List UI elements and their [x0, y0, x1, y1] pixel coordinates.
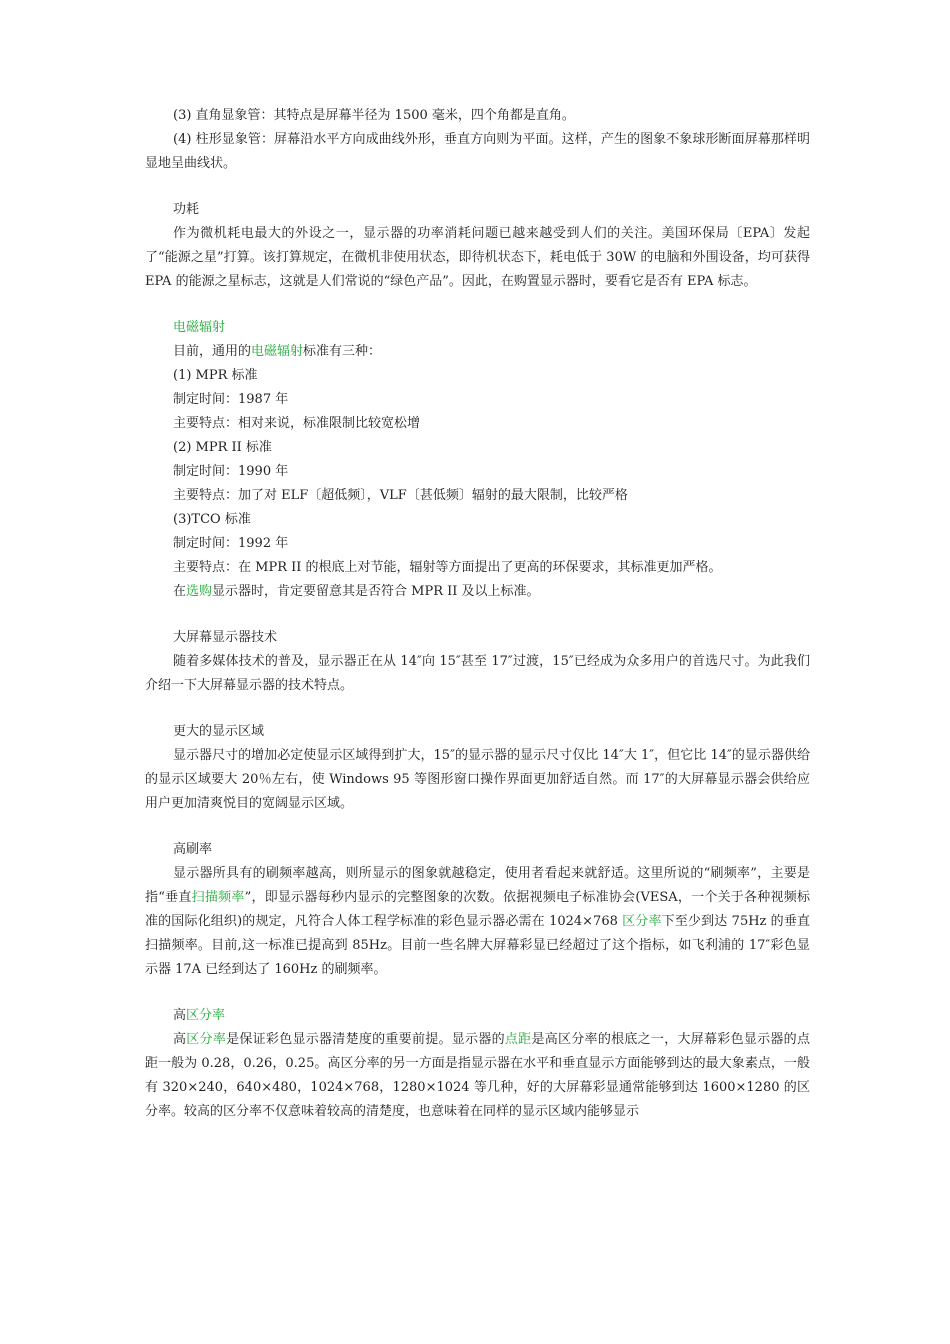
dot-pitch-link[interactable]: 点距: [504, 1032, 532, 1047]
emr-line: 主要特点：在 MPR II 的根底上对节能，辐射等方面提出了更高的环保要求，其标准更加严格。: [173, 560, 722, 575]
refresh-paragraph: 显示器所具有的刷频率越高，则所显示的图象就越稳定，使用者看起来就舒适。这里所说的“刷频率”，主要是指“垂直扫描频率”，即显示器每秒内显示的完整图象的次数。依据视频电子标准协会(VESA，一个关于各种视频标准的国际化组织)的规定，凡符合人体工程学标准的彩色显示器必需在 1024×768 区分率下至少到达 75Hz 的垂直扫描频率。目前,这一标准已提高到 85Hz。目前一些名牌大屏幕彩显已经超过了这个指标，如飞利浦的 17″彩色显示器 17A 已经到达了 160Hz 的刷频率。: [145, 866, 810, 977]
emr-line: (3)TCO 标准: [173, 512, 251, 527]
emr-line: (2) MPR II 标准: [173, 440, 272, 455]
emr-final: 在选购显示器时，肯定要留意其是否符合 MPR II 及以上标准。: [173, 584, 540, 599]
heading-large-screen: 大屏幕显示器技术: [173, 630, 278, 645]
emr-line: 主要特点：加了对 ELF〔超低频〕，VLF〔甚低频〕辐射的最大限制，比较严格: [173, 488, 628, 503]
heading-refresh: 高刷率: [173, 842, 213, 857]
emr-line: 制定时间：1992 年: [173, 536, 289, 551]
emr-intro: 目前，通用的电磁辐射标准有三种：: [173, 344, 382, 359]
heading-display-area: 更大的显示区域: [173, 724, 265, 739]
crt-item-4: (4) 柱形显象管：屏幕沿水平方向成曲线外形，垂直方向则为平面。这样，产生的图象不象球形断面屏幕那样明显地呈曲线状。: [145, 132, 810, 171]
large-screen-paragraph: 随着多媒体技术的普及，显示器正在从 14″向 15″甚至 17″过渡，15″已经成为众多用户的首选尺寸。为此我们介绍一下大屏幕显示器的技术特点。: [145, 654, 810, 693]
resolution-paragraph: 高区分率是保证彩色显示器清楚度的重要前提。显示器的点距是高区分率的根底之一，大屏幕彩色显示器的点距一般为 0.28，0.26，0.25。高区分率的另一方面是指显示器在水平和垂直显示方面能够到达的最大象素点，一般有 320×240，640×480，1024×768，1280×1024 等几种，好的大屏幕彩显通常能够到达 1600×1280 的区分率。较高的区分率不仅意味着较高的清楚度，也意味着在同样的显示区域内能够显示: [145, 1032, 810, 1119]
emr-line: 主要特点：相对来说，标准限制比较宽松增: [173, 416, 421, 431]
emr-inline-link[interactable]: 电磁辐射: [251, 344, 304, 359]
scan-frequency-link[interactable]: 扫描频率: [191, 890, 245, 905]
power-paragraph: 作为微机耗电最大的外设之一，显示器的功率消耗问题已越来越受到人们的关注。美国环保局〔EPA〕发起了“能源之星”打算。该打算规定，在微机非使用状态，即待机状态下，耗电低于 30W 的电脑和外围设备，均可获得 EPA 的能源之星标志，这就是人们常说的“绿色产品”。因此，在购置显示器时，要看它是否有 EPA 标志。: [145, 226, 810, 289]
heading-power: 功耗: [173, 202, 200, 217]
display-area-paragraph: 显示器尺寸的增加必定使显示区域得到扩大，15″的显示器的显示尺寸仅比 14″大 1″，但它比 14″的显示器供给的显示区域要大 20％左右，使 Windows 95 等图形窗口操作界面更加舒适自然。而 17″的大屏幕显示器会供给应用户更加清爽悦目的宽阔显示区域。: [145, 748, 810, 811]
purchase-link[interactable]: 选购: [186, 584, 213, 599]
resolution-link[interactable]: 区分率: [622, 914, 662, 929]
crt-item-3: (3) 直角显象管：其特点是屏幕半径为 1500 毫米，四个角都是直角。: [173, 108, 575, 123]
resolution-inline-link[interactable]: 区分率: [186, 1032, 227, 1047]
heading-resolution-link[interactable]: 区分率: [186, 1008, 226, 1023]
emr-line: 制定时间：1987 年: [173, 392, 289, 407]
heading-resolution: 高区分率: [173, 1008, 226, 1023]
heading-emr-link[interactable]: 电磁辐射: [173, 320, 226, 335]
emr-line: 制定时间：1990 年: [173, 464, 289, 479]
document-body: [145, 104, 810, 1124]
emr-line: (1) MPR 标准: [173, 368, 258, 383]
